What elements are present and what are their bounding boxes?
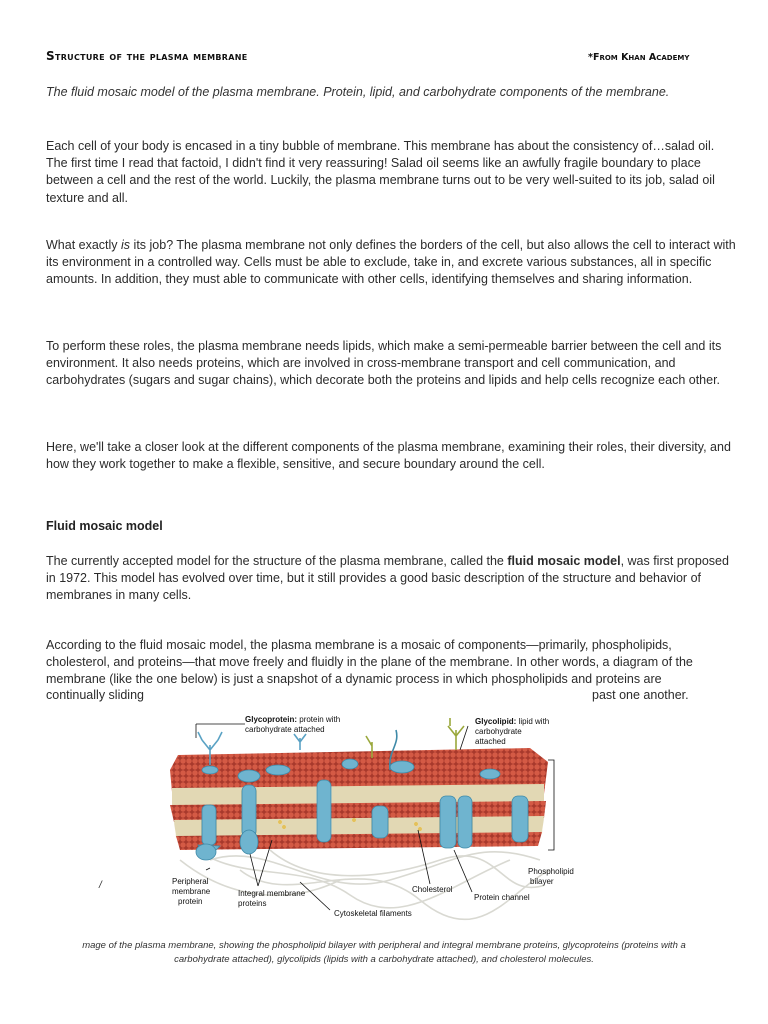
glycolipid-label-line3: attached [475, 737, 506, 746]
paragraph-5-start: The currently accepted model for the structure of the plasma membrane, called the [46, 554, 508, 568]
phospholipid-bilayer [170, 748, 548, 850]
source-attribution: *From Khan Academy [588, 52, 690, 63]
paragraph-5-term: fluid mosaic model [507, 554, 621, 568]
paragraph-5 [46, 553, 736, 605]
cholesterol-label: Cholesterol [412, 885, 453, 894]
paragraph-6-tail-right: past one another. [592, 688, 689, 702]
paragraph-5-rest: , was first proposed in 1972. This model has evolved over time, but it still provides a good basic description of the structure and behavior of membranes in many cells. [46, 554, 729, 603]
glycoprotein-label-line2: carbohydrate attached [245, 725, 325, 734]
cytoskeletal-filaments-label: Cytoskeletal filaments [334, 909, 412, 918]
page-title: Structure of the plasma membrane [46, 49, 248, 63]
section-heading: Fluid mosaic model [46, 519, 163, 533]
paragraph-1: Each cell of your body is encased in a tiny bubble of membrane. This membrane has about the consistency of…salad oil. The first time I read that factoid, I didn't find it very reassuring! Salad oil seems like an awfully fragile boundary to place between a cell and the rest of the world. Luckily, the plasma membrane turns out to be very well-suited to its job, salad oil texture and all. [46, 139, 715, 205]
protein-channel-label: Protein channel [474, 893, 530, 902]
paragraph-2-rest: its job? The plasma membrane not only defines the borders of the cell, but also allows the cell to interact with its environment in a controlled way. Cells must be able to exclude, take in, and excrete various substances, all in specific amounts. In addition, they must able to communicate with other cells, identifying themselves and sharing information. [46, 238, 736, 287]
peripheral-protein-label-line3: protein [178, 897, 203, 906]
paragraph-4: Here, we'll take a closer look at the different components of the plasma membrane, examining their roles, their diversity, and how they work together to make a flexible, sensitive, and secure boundary around the cell. [46, 440, 731, 472]
integral-protein-label: Integral membrane [238, 889, 306, 898]
figure-caption: mage of the plasma membrane, showing the phospholipid bilayer with peripheral and integral membrane proteins, glycoproteins (proteins with a carbohydrate attached), glycolipids (lipids with a carbohydrate attached), and cholesterol molecules. [82, 940, 686, 965]
phospholipid-bilayer-label-line2: bilayer [530, 877, 554, 886]
paragraph-2-emphasis: is [121, 238, 131, 252]
paragraph-2-start: What exactly [46, 238, 122, 252]
stray-mark: / [99, 880, 102, 891]
paragraph-2 [46, 237, 736, 289]
paragraph-3: To perform these roles, the plasma membrane needs lipids, which make a semi-permeable barrier between the cell and its environment. It also needs proteins, which are involved in cross-membrane transport and cell communication, and carbohydrates (sugars and sugar chains), which decorate both the proteins and lipids and help cells recognize each other. [46, 339, 722, 388]
intro-caption: The fluid mosaic model of the plasma membrane. Protein, lipid, and carbohydrate components of the membrane. [46, 85, 670, 99]
paragraph-6-tail-left: continually sliding [46, 688, 144, 702]
paragraph-6: According to the fluid mosaic model, the plasma membrane is a mosaic of components—primarily, phospholipids, cholesterol, and proteins—that move freely and fluidly in the plane of the membrane. In other words, a diagram of the membrane (like the one below) is just a snapshot of a dynamic process in which phospholipids and proteins are [46, 638, 693, 687]
phospholipid-bilayer-label: Phospholipid [528, 867, 574, 876]
glycolipid-label-line2: carbohydrate [475, 727, 522, 736]
glycoprotein-label: Glycoprotein: protein with [245, 715, 341, 724]
membrane-figure [150, 710, 590, 925]
peripheral-protein-label-line2: membrane [172, 887, 211, 896]
peripheral-protein-label: Peripheral [172, 877, 209, 886]
integral-protein-label-line2: proteins [238, 899, 267, 908]
glycolipid-label: Glycolipid: lipid with [475, 717, 550, 726]
